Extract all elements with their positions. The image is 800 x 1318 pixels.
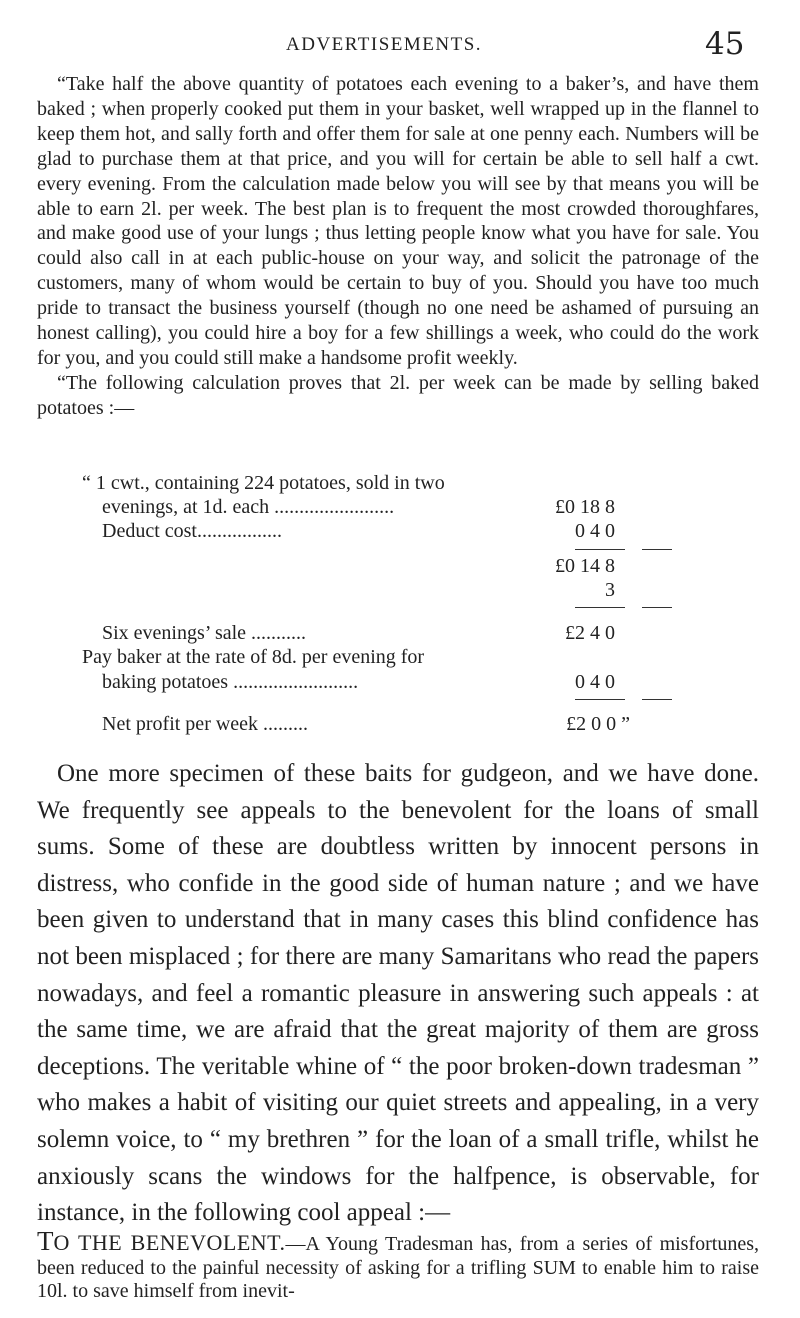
calc-row5-amount: £2 4 0 <box>565 622 615 644</box>
calc-rule-3 <box>575 607 625 608</box>
calc-rule-2 <box>642 549 672 550</box>
calc-row1-amount: £0 18 8 <box>555 496 615 518</box>
notice-text: —A Young Tradesman has, from a series of misfortunes, been reduced to the painful necessity of asking for a trifling SUM to enable him to raise 10l. to save himself from inevit- <box>37 1233 759 1302</box>
calc-row5-label: Six evenings’ sale ........... <box>102 622 307 644</box>
running-head: ADVERTISEMENTS. <box>286 34 483 55</box>
calc-row6-line2: baking potatoes ......................... <box>102 671 359 693</box>
calc-rule-6 <box>642 699 672 700</box>
calc-row1-line2: evenings, at 1d. each ........................ <box>102 496 395 518</box>
calc-row4-amount: 3 <box>605 579 615 601</box>
benevolent-notice <box>37 1226 759 1304</box>
calc-row3-amount: £0 14 8 <box>555 555 615 577</box>
calc-row6-amount: 0 4 0 <box>575 671 615 693</box>
calc-rule-1 <box>575 549 625 550</box>
body-paragraph: One more specimen of these baits for gudgeon, and we have done. We frequently see appeals to the benevolent for the loans of small sums. Some of these are doubtless written by innocent persons in distress, who confide in the good side of human nature ; and we have been given to understand that in many cases this blind confidence has not been misplaced ; for there are many Samaritans who read the papers nowadays, and feel a romantic pleasure in answering such appeals : at the same time, we are afraid that the great majority of them are gross deceptions. The veritable whine of “ the poor broken-down tradesman ” who makes a habit of visiting our quiet streets and appealing, in a very solemn voice, to “ my brethren ” for the loan of a small trifle, whilst he anxiously scans the windows for the halfpence, is observable, for instance, in the following cool appeal :— <box>37 760 759 1227</box>
calc-rule-4 <box>642 607 672 608</box>
calc-row1-line1: “ 1 cwt., containing 224 potatoes, sold in two <box>82 472 445 494</box>
calc-rule-5 <box>575 699 625 700</box>
notice-heading: O THE BENEVOLENT. <box>53 1230 286 1255</box>
calc-row2-amount: 0 4 0 <box>575 520 615 542</box>
calc-row2-label: Deduct cost................. <box>102 520 282 542</box>
main-body <box>37 756 759 1232</box>
advert-paragraph-1: “Take half the above quantity of potatoes each evening to a baker’s, and have them baked ; when properly cooked put them in your basket, well wrapped up in the flannel to keep them hot, and sally forth and offer them for sale at one penny each. Numbers will be glad to purchase them at that price, and you will for certain be able to sell half a cwt. every evening. From the calculation made below you will see by that means you will be able to earn 2l. per week. The best plan is to frequent the most crowded thoroughfares, and make good use of your lungs ; thus letting people know what you have for sale. You could also call in at each public-house on your way, and solicit the patronage of the customers, many of whom would be certain to buy of you. Should you have too much pride to transact the business yourself (though no one need be ashamed of pursuing an honest calling), you could hire a boy for a few shillings a week, who could do the work for you, and you could still make a handsome profit weekly. <box>37 73 759 369</box>
advert-paragraph-2: “The following calculation proves that 2l. per week can be made by selling baked potatoes :— <box>37 371 759 419</box>
calc-row6-line1: Pay baker at the rate of 8d. per evening for <box>82 646 425 668</box>
page-number: 45 <box>705 26 745 62</box>
calc-row7-label: Net profit per week ......... <box>102 713 309 735</box>
calc-row7-amount: £2 0 0 ” <box>566 713 630 735</box>
notice-dropcap: T <box>37 1226 54 1256</box>
